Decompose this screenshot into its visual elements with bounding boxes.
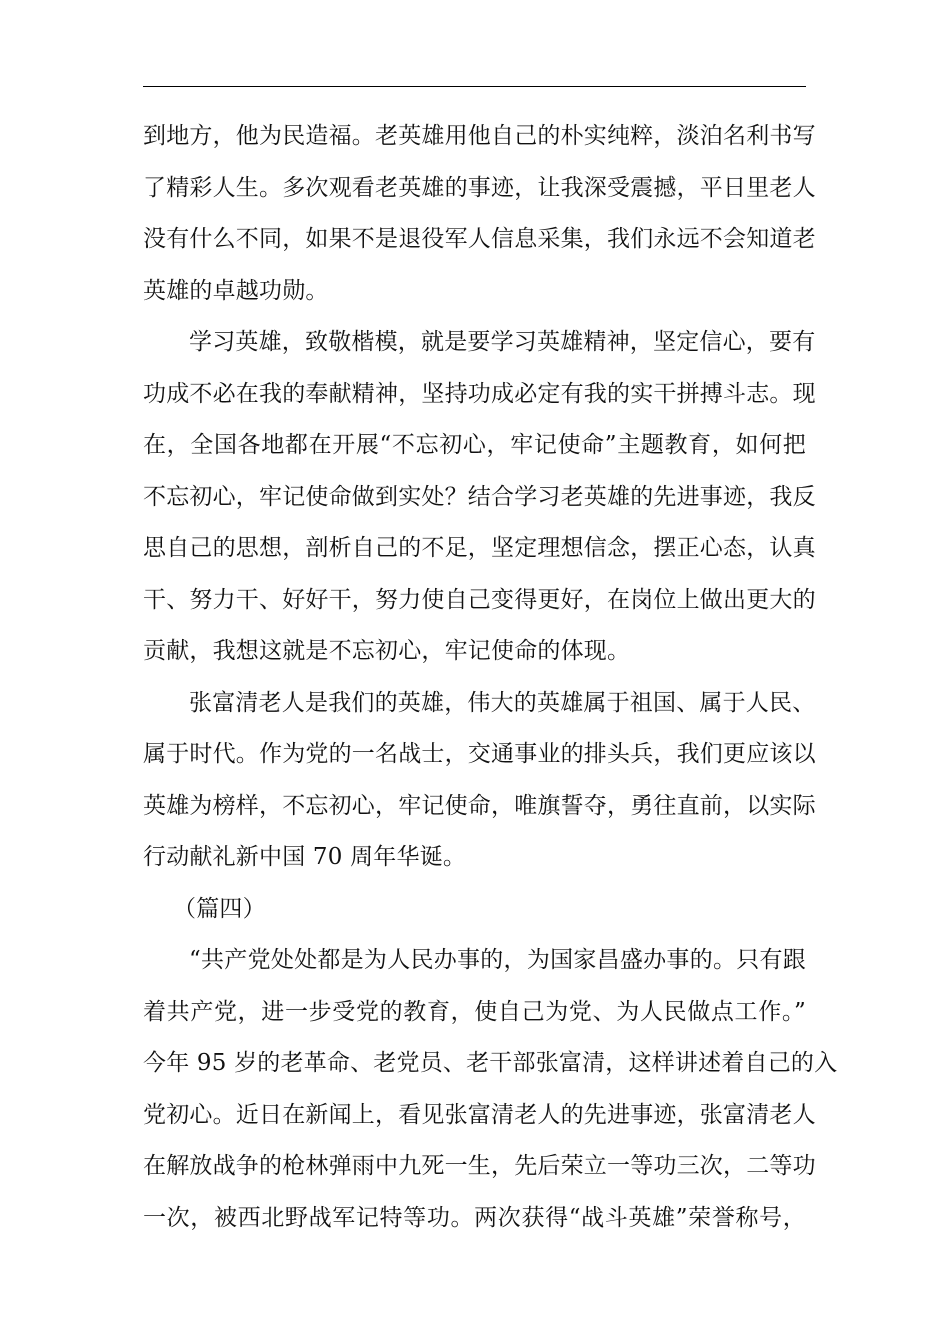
text-line: 了精彩人生。多次观看老英雄的事迹，让我深受震撼，平日里老人 [143,174,816,201]
text-line: 干、努力干、好好干，努力使自己变得更好，在岗位上做出更大的 [143,586,816,613]
text-line: 今年 95 岁的老革命、老党员、老干部张富清，这样讲述着自己的入 [143,1050,838,1076]
text-line: 在解放战争的枪林弹雨中九死一生，先后荣立一等功三次，二等功 [143,1153,816,1179]
paragraph-first-line: “共产党处处都是为人民办事的，为国家昌盛办事的。只有跟 [189,947,806,973]
text-line: 到地方，他为民造福。老英雄用他自己的朴实纯粹，淡泊名利书写 [143,123,816,149]
body-text [143,111,838,1244]
text-line: 功成不必在我的奉献精神，坚持功成必定有我的实干拼搏斗志。现 [143,380,816,407]
text-line: 属于时代。作为党的一名战士，交通事业的排头兵，我们更应该以 [143,741,816,767]
text-line: 贡献，我想这就是不忘初心，牢记使命的体现。 [143,638,631,664]
text-line: 行动献礼新中国 70 周年华诞。 [143,844,467,870]
text-line: 思自己的思想，剖析自己的不足，坚定理想信念，摆正心态，认真 [143,535,816,561]
paragraph-first-line: 张富清老人是我们的英雄，伟大的英雄属于祖国、属于人民、 [189,689,816,716]
paragraph-first-line: 学习英雄，致敬楷模，就是要学习英雄精神，坚定信心，要有 [189,329,816,355]
text-line: 党初心。近日在新闻上，看见张富清老人的先进事迹，张富清老人 [143,1101,816,1128]
header-rule [143,86,806,87]
text-line: 一次，被西北野战军记特等功。两次获得“战斗英雄”荣誉称号， [143,1204,806,1231]
text-line: 着共产党，进一步受党的教育，使自己为党、为人民做点工作。” [143,998,806,1025]
text-line: 在，全国各地都在开展“不忘初心，牢记使命”主题教育，如何把 [143,432,806,458]
text-line: 英雄的卓越功勋。 [143,277,329,304]
section-heading: （篇四） [173,895,266,922]
text-line: 不忘初心，牢记使命做到实处？结合学习老英雄的先进事迹，我反 [143,483,816,510]
text-line: 英雄为榜样，不忘初心，牢记使命，唯旗誓夺，勇往直前，以实际 [143,792,816,819]
text-line: 没有什么不同，如果不是退役军人信息采集，我们永远不会知道老 [143,226,816,252]
